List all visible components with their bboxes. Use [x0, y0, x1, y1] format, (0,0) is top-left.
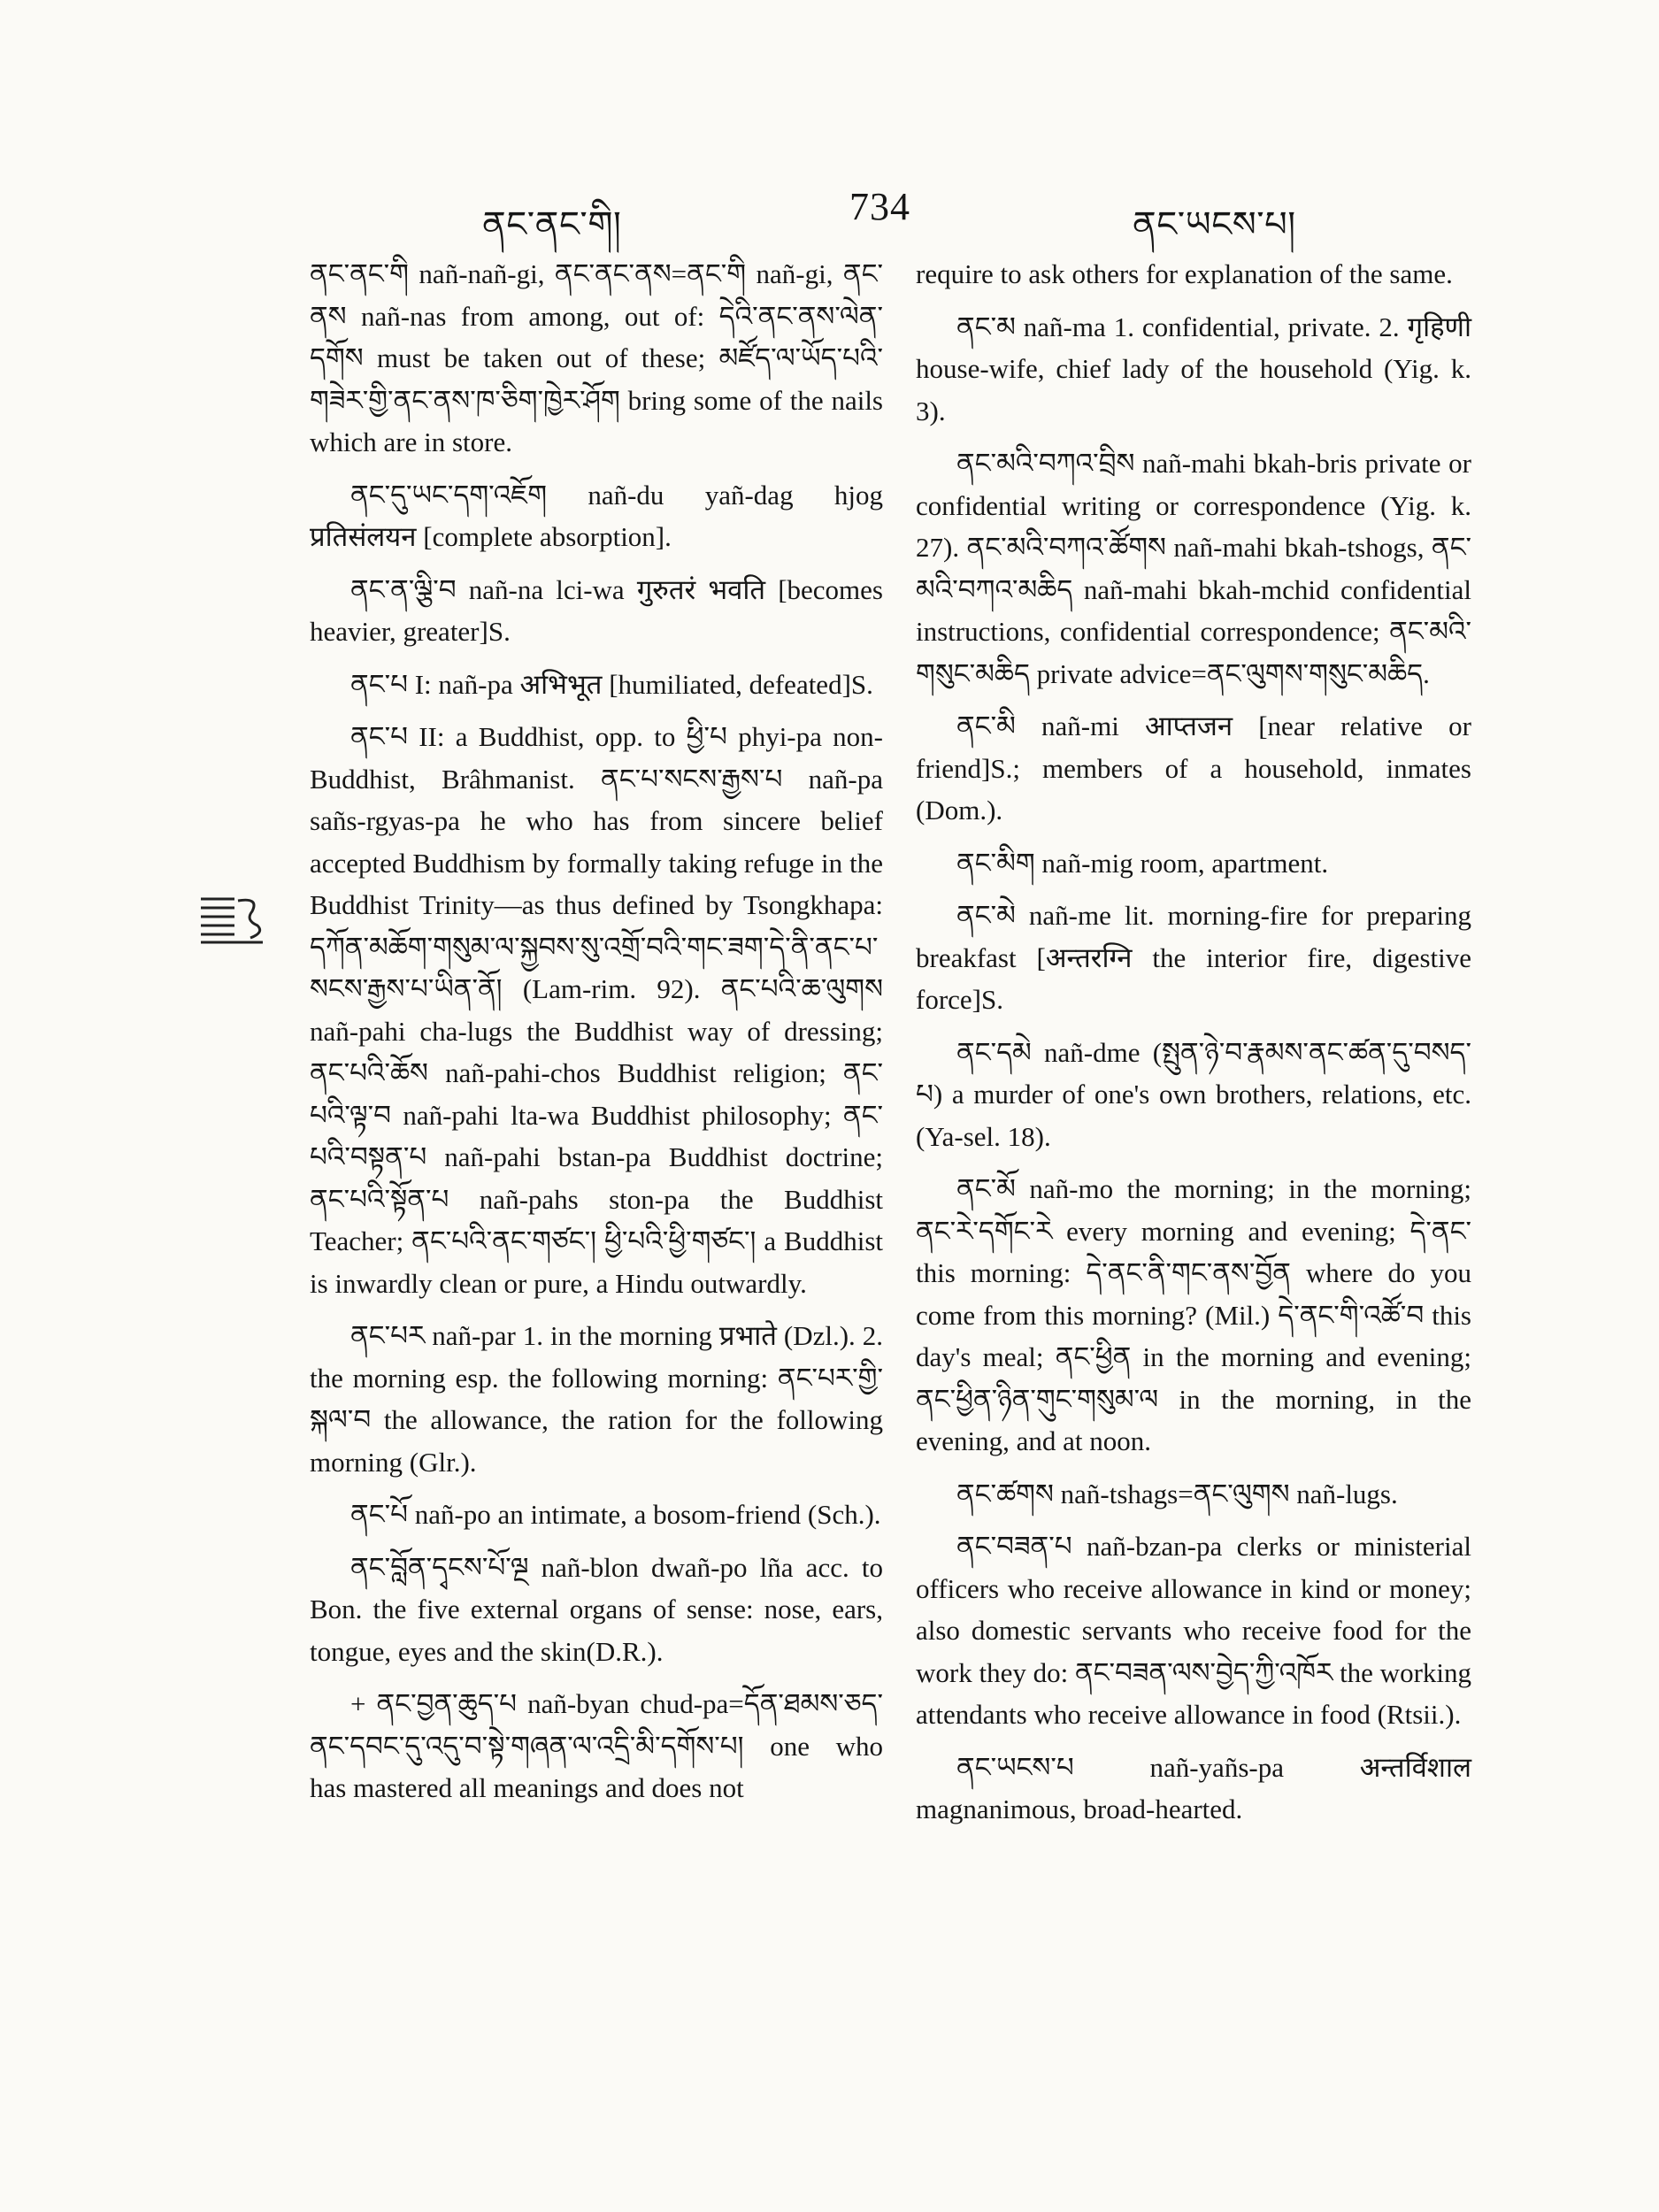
margin-ornament-text: ཨཱཿ: [243, 920, 245, 921]
entry-nan-me: ནང་མེ nañ-me lit. morning-fire for preparing breakfast [अन्तरग्नि the interior fire, digestive force]S.: [916, 900, 1471, 1015]
entry-nan-dme: ནང་དམེ nañ-dme (སྤུན་ཉེ་བ་རྣམས་ནང་ཚན་དུ་བསད་པ) a murder of one's own brothers, relations, etc. (Ya-sel. 18).: [916, 1036, 1471, 1152]
entry-nan-mig: ནང་མིག nañ-mig room, apartment.: [956, 847, 1329, 879]
running-header-right: ནང་ཡངས་པ།: [1133, 204, 1296, 244]
left-column: [310, 253, 883, 1820]
entry-nan-pa-2: ནང་པ II: a Buddhist, opp. to ཕྱི་པ phyi-pa non-Buddhist, Brâhmanist. ནང་པ་སངས་རྒྱས་པ nañ-pa sañs-rgyas-pa he who has from sincere belief accepted Buddhism by formally taking refuge in the Buddhist Trinity—as thus defined by Tsongkhapa: དཀོན་མཆོག་གསུམ་ལ་སྐྱབས་སུ་འགྲོ་བའི་གང་ཟག་དེ་ནི་ནང་པ་སངས་རྒྱས་པ་ཡིན་ནོ། (Lam-rim. 92). ནང་པའི་ཆ་ལུགས nañ-pahi cha-lugs the Buddhist way of dressing; ནང་པའི་ཆོས nañ-pahi-chos Buddhist religion; ནང་པའི་ལྟ་བ nañ-pahi lta-wa Buddhist philosophy; ནང་པའི་བསྟན་པ nañ-pahi bstan-pa Buddhist doctrine; ནང་པའི་སྟོན་པ nañ-pahs ston-pa the Buddhist Teacher; ནང་པའི་ནང་གཙང་། ཕྱི་པའི་ཕྱི་གཙང་། a Buddhist is inwardly clean or pure, a Hindu outwardly.: [310, 721, 883, 1299]
margin-ornament-icon: [199, 894, 265, 945]
entry-nan-tshags: ནང་ཚགས nañ-tshags=ནང་ལུགས nañ-lugs.: [956, 1478, 1398, 1509]
page-number: 734: [849, 185, 910, 228]
entry-nan-ma: ནང་མ nañ-ma 1. confidential, private. 2. गृहिणी house-wife, chief lady of the household (Yig. k. 3).: [916, 311, 1471, 426]
entry-nan-byan-chud-pa: + ནང་བྱན་ཆུད་པ nañ-byan chud-pa=དོན་ཐམས་ཅད་ནང་དབང་དུ་འདུ་བ་སྟེ་གཞན་ལ་འདྲི་མི་དགོས་པ། one who has mastered all meanings and does not: [310, 1688, 883, 1803]
entry-nan-yans-pa: ནང་ཡངས་པ nañ-yañs-pa अन्तर्विशाल magnanimous, broad-hearted.: [916, 1751, 1471, 1824]
entry-nan-mo: ནང་མོ nañ-mo the morning; in the morning; ནང་རེ་དགོང་རེ every morning and evening; དེ་ནང་ this morning: དེ་ནང་ནི་གང་ནས་བྱོན where do you come from this morning? (Mil.) དེ་ནང་གི་འཚོ་བ this day's meal; ནང་ཕྱིན in the morning and evening; ནང་ཕྱིན་ཉིན་གུང་གསུམ་ལ in the morning, in the evening, and at noon.: [916, 1173, 1471, 1456]
entry-nan-par: ནང་པར nañ-par 1. in the morning प्रभाते (Dzl.). 2. the morning esp. the following morning: ནང་པར་གྱི་སྐལ་བ the allowance, the ration for the following morning (Glr.).: [310, 1320, 883, 1478]
entry-nan-na-lci-wa: ནང་ན་ལྕི་བ nañ-na lci-wa गुरुतरं भवति [becomes heavier, greater]S.: [310, 573, 883, 647]
entry-continuation: require to ask others for explanation of the same.: [916, 258, 1453, 289]
right-column: [916, 253, 1471, 1841]
entry-nan-du-yan-dag-hjog: ནང་དུ་ཡང་དག་འཇོག nañ-du yañ-dag hjog प्रतिसंलयन [complete absorption].: [310, 479, 883, 552]
entry-nan-po: ནང་པོ nañ-po an intimate, a bosom-friend (Sch.).: [350, 1499, 881, 1530]
entry-nan-bzan-pa: ནང་བཟན་པ nañ-bzan-pa clerks or ministerial officers who receive allowance in kind or money; also domestic servants who receive food for the work they do: ནང་བཟན་ལས་བྱེད་ཀྱི་འཁོར the working attendants who receive allowance in food (Rtsii.).: [916, 1531, 1472, 1730]
entry-nan-mahi-bkah-bris: ནང་མའི་བཀའ་བྲིས nañ-mahi bkah-bris private or confidential writing or correspondence (Yig. k. 27). ནང་མའི་བཀའ་ཚོགས nañ-mahi bkah-tshogs, ནང་མའི་བཀའ་མཆིད nañ-mahi bkah-mchid confidential instructions, confidential correspondence; ནང་མའི་གསུང་མཆིད private advice=ནང་ལུགས་གསུང་མཆིད.: [916, 448, 1471, 689]
entry-nan-blon: ནང་བློན་དྭངས་པོ་ལྔ nañ-blon dwañ-po lña acc. to Bon. the five external organs of sense: nose, ears, tongue, eyes and the skin(D.R.).: [310, 1551, 883, 1667]
entry-nan-pa-1: ནང་པ I: nañ-pa अभिभूत [humiliated, defeated]S.: [350, 668, 873, 700]
entry-nan-nan-gi: ནང་ནང་གི nañ-nañ-gi, ནང་ནང་ནས=ནང་གི nañ-gi, ནང་ནས nañ-nas from among, out of: དེའི་ནང་ནས་ལེན་དགོས must be taken out of these; མཛོད་ལ་ཡོད་པའི་གཟེར་གྱི་ནང་ནས་ཁ་ཅིག་ཁྱེར་ཤོག bring some of the nails which are in store.: [310, 258, 883, 457]
running-header-left: ནང་ནང་གི།: [482, 204, 622, 244]
entry-nan-mi: ནང་མི nañ-mi आप्तजन [near relative or friend]S.; members of a household, inmates (Dom.).: [916, 710, 1471, 826]
